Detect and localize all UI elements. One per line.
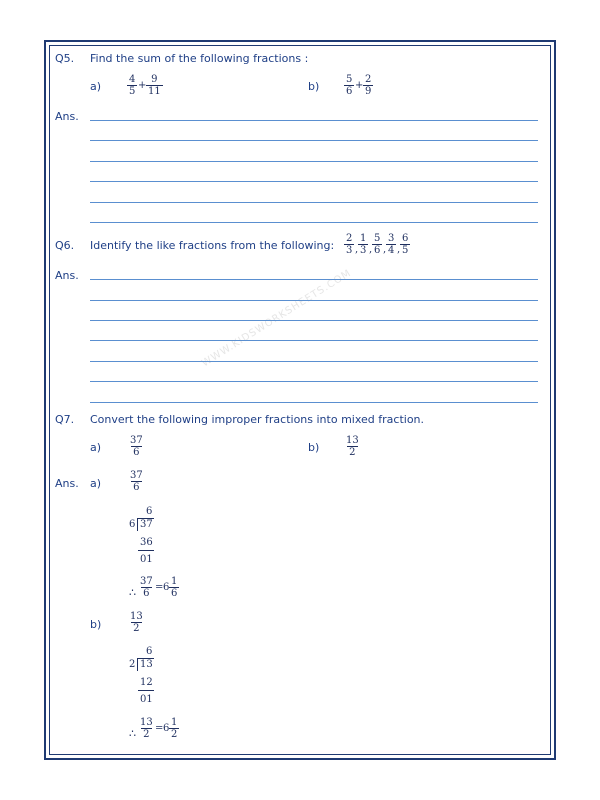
inner-border	[49, 45, 551, 755]
fraction	[169, 576, 179, 599]
answer-line	[90, 222, 538, 223]
equals-sign: =	[155, 723, 164, 734]
numerator: 13	[130, 611, 143, 622]
numerator: 37	[140, 576, 153, 587]
numerator: 37	[130, 435, 143, 446]
answer-line	[90, 140, 538, 141]
answer-label-q7: Ans.	[55, 477, 79, 490]
numerator: 1	[171, 717, 178, 728]
separator: ,	[369, 244, 373, 255]
fraction	[344, 233, 354, 256]
denominator: 5	[402, 245, 409, 256]
watermark: WWW.KIDSWORKSHEETS.COM	[200, 267, 354, 370]
denominator: 6	[133, 447, 140, 458]
denominator: 6	[346, 86, 353, 97]
separator: ,	[397, 244, 401, 255]
fraction	[128, 611, 145, 634]
numerator: 5	[346, 74, 353, 85]
denominator: 6	[374, 245, 381, 256]
denominator: 4	[388, 245, 395, 256]
numerator: 6	[402, 233, 409, 244]
equals-sign: =	[155, 582, 164, 593]
answer-line	[90, 361, 538, 362]
division-quotient: 6	[146, 506, 153, 517]
separator: ,	[355, 244, 359, 255]
numerator: 13	[346, 435, 359, 446]
plus-sign: +	[355, 80, 364, 91]
denominator: 5	[129, 86, 136, 97]
fraction	[358, 233, 368, 256]
question-text-q5: Find the sum of the following fractions :	[90, 52, 309, 65]
division-divisor: 6	[129, 519, 136, 530]
division-product: 12	[140, 677, 153, 688]
division-quotient: 6	[146, 646, 153, 657]
answer-line	[90, 120, 538, 121]
answer-line	[90, 181, 538, 182]
numerator: 13	[140, 717, 153, 728]
answer-line	[90, 279, 538, 280]
denominator: 6	[133, 482, 140, 493]
numerator: 1	[171, 576, 178, 587]
division-underline	[138, 550, 154, 551]
question-number-q6: Q6.	[55, 239, 75, 252]
denominator: 2	[349, 447, 356, 458]
therefore-symbol: ∴	[129, 586, 136, 599]
division-remainder: 01	[140, 694, 153, 705]
fraction	[138, 576, 155, 599]
whole-number: 6	[163, 723, 170, 734]
numerator: 3	[388, 233, 395, 244]
question-number-q5: Q5.	[55, 52, 75, 65]
fraction	[344, 435, 361, 458]
answer-line	[90, 300, 538, 301]
numerator: 5	[374, 233, 381, 244]
denominator: 2	[133, 623, 140, 634]
fraction	[169, 717, 179, 740]
denominator: 6	[171, 588, 178, 599]
question-text-q6: Identify the like fractions from the following:	[90, 239, 335, 252]
answer-part-label-b: b)	[90, 618, 102, 631]
division-dividend: 13	[140, 659, 153, 670]
answer-line	[90, 402, 538, 403]
answer-label-q5: Ans.	[55, 110, 79, 123]
answer-label-q6: Ans.	[55, 269, 79, 282]
whole-number: 6	[163, 582, 170, 593]
numerator: 4	[129, 74, 136, 85]
fraction	[344, 74, 354, 97]
division-remainder: 01	[140, 554, 153, 565]
answer-line	[90, 381, 538, 382]
numerator: 9	[151, 74, 158, 85]
denominator: 2	[171, 729, 178, 740]
fraction	[386, 233, 396, 256]
numerator: 2	[365, 74, 372, 85]
fraction	[138, 717, 155, 740]
fraction	[400, 233, 410, 256]
fraction	[127, 74, 137, 97]
denominator: 2	[143, 729, 150, 740]
denominator: 6	[143, 588, 150, 599]
denominator: 9	[365, 86, 372, 97]
fraction	[146, 74, 163, 97]
numerator: 2	[346, 233, 353, 244]
division-product: 36	[140, 537, 153, 548]
answer-line	[90, 340, 538, 341]
division-dividend: 37	[140, 519, 153, 530]
division-divisor: 2	[129, 659, 136, 670]
therefore-symbol: ∴	[129, 727, 136, 740]
fraction	[128, 470, 145, 493]
option-label-a: a)	[90, 441, 102, 454]
fraction	[363, 74, 373, 97]
option-label-b: b)	[308, 80, 320, 93]
answer-line	[90, 161, 538, 162]
fraction	[372, 233, 382, 256]
division-underline	[138, 690, 154, 691]
denominator: 3	[360, 245, 367, 256]
option-label-b: b)	[308, 441, 320, 454]
denominator: 11	[148, 86, 161, 97]
question-text-q7: Convert the following improper fractions into mixed fraction.	[90, 413, 425, 426]
answer-part-label-a: a)	[90, 477, 102, 490]
question-number-q7: Q7.	[55, 413, 75, 426]
option-label-a: a)	[90, 80, 102, 93]
numerator: 1	[360, 233, 367, 244]
separator: ,	[383, 244, 387, 255]
answer-line	[90, 320, 538, 321]
numerator: 37	[130, 470, 143, 481]
plus-sign: +	[138, 80, 147, 91]
answer-line	[90, 202, 538, 203]
denominator: 3	[346, 245, 353, 256]
fraction	[128, 435, 145, 458]
